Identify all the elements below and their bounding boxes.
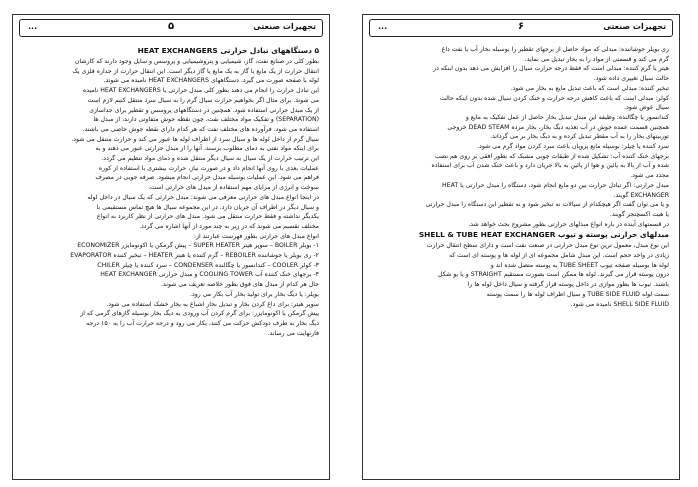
section-title: ۵ دستگاههای تبادل حرارتی HEAT EXCHANGERS: [137, 46, 319, 55]
text-line: و سیال دیگر در اطراف آن جریان دارد. در این مجموعه سیال ها هیچ تماس مستقیمی با: [96, 203, 319, 211]
text-line: مبدل حرارتی: اگر تبادل حرارت بین دو مایع انجام شود، دستگاه را مبدل حرارتی یا HEAT: [442, 181, 669, 189]
header-right-text: تجهیزات صنعتی: [253, 22, 316, 31]
text-line: برجهای خنک کننده آب: تشکیل شده از طبقات چوبی مشبک که بطور افقی بر روی هم نصب: [434, 152, 669, 160]
text-line: پیش گرمکن یا اکونومایزر: برای گرم کردن آب ورودی به دیگ بخار بوسیله گازهای گرمی که از: [80, 310, 319, 318]
text-line: سیال گرم از داخل لوله ها و سیال سرد از اطراف لوله ها عبور می کند و حرارت منتقل می شود.: [71, 135, 319, 143]
text-line: ۳- کولر COOLER – کندانسور یا چگالنده CONDENSER – سرد کننده یا چیلر CHILER: [97, 261, 319, 269]
text-line: شده و آب از بالا به پائین و هوا از پائین به بالا جریان دارد و باعث خنک شدن آب برای استفاده: [431, 162, 669, 170]
text-line: (SEPARATION) و تفکیک مواد مختلف نفت، چون نقطه جوش متفاوتی دارند، از مبدل ها: [93, 116, 319, 124]
text-line: باشند. تیوب ها بطور موازی در داخل پوسته قرار گرفته و سیال داخل لوله ها را: [467, 281, 669, 289]
text-line: بویلر: یا دیگ بخار برای تولید بخار آب بکار می رود.: [189, 290, 319, 298]
page-body: [23, 45, 319, 473]
page-header: [19, 19, 323, 37]
text-line: هیتر یا گرم کننده: مبدلی است که فقط درجه حرارت سیال را افزایش می دهد بدون اینکه در: [433, 65, 669, 73]
left-page: [12, 14, 330, 480]
text-line: انواع مبدل های حرارتی بطور فهرست عبارتند از:: [193, 232, 319, 240]
page-number: ۵: [167, 21, 175, 32]
text-line: مختلف تقسیم می شوند که در زیر به چند مورد از آنها اشاره می گردد.: [139, 222, 319, 230]
text-line: توربینهای بخار را به آب مقطر تبدیل کرده و به دیگ بخار بر می گرداند.: [490, 133, 669, 141]
text-line: عملیات بعدی با روی آنها انجام داد و در صورت نیاز، حرارت بیشتری با استفاده از کوره: [98, 164, 319, 172]
text-line: سوخت و انرژی از مزایای مهم استفاده از مبدل های حرارتی است.: [148, 184, 319, 192]
page-header: [369, 19, 673, 37]
text-line: یا هیت اکسچنجر گویند.: [609, 210, 669, 218]
right-page: [362, 14, 680, 480]
text-line: زیادی در واحد حجم است. این مبدل شامل مجموعه ای از لوله ها و پوسته ای است که: [448, 252, 669, 260]
text-line: انتقال حرارت از یک مایع یا گاز به یک مایع یا گاز دیگر است. این انتقال حرارت از جداره فلزی یک: [72, 67, 319, 75]
text-line: و یا می توان گفت اگر هیچکدام از سیالات نه تبخیر شود و نه تقطیر این دستگاه را مبدل حرارتی: [425, 201, 669, 209]
text-line: در اینجا انواع مبدل های حرارتی معرفی می شوند: مبدل حرارتی که یک سیال در داخل لوله: [87, 193, 319, 201]
text-line: ۲- ری بویلر یا جوشاننده REBOILER – گرم کننده یا هیتر HEATER – تبخیر کننده EVAPORATOR: [70, 252, 319, 260]
text-line: سیال عوض شود.: [624, 104, 669, 112]
text-line: دیگ بخار به طرف دودکش حرکت می کنند، بکار می رود و درجه حرارت آب را به ۱۵۰ درجه: [86, 319, 319, 327]
text-line: ۱- بویلر BOILER – سوپر هیتر SUPER HEATER – پیش گرمکن یا اکونومایزر ECONOMIZER: [77, 242, 319, 250]
text-line: فراهم می شود. این عملیات بوسیله مبدل حرارتی انجام میشود. صرفه جویی در مصرف: [95, 174, 319, 182]
text-line: SHELL SIDE FLUID نامیده می شود.: [570, 300, 669, 308]
text-line: مجدد می شود.: [630, 172, 669, 180]
text-line: حال هر کدام از مبدل های فوق بطور خلاصه تعریف می شوند.: [161, 281, 319, 289]
text-line: این تبادل حرارت را انجام می دهند بطور کلی مبدل حرارتی یا HEAT EXCHANGERS نامیده: [83, 87, 319, 95]
text-line: سرد کننده یا چیلر: بوسیله مایع پروپان باعث سرد کردن مواد گرم می شود.: [477, 143, 669, 151]
text-line: ۴- برجهای خنک کننده آب COOLING TOWER و مبدل حرارتی HEAT EXCHANGER: [100, 271, 319, 279]
text-line: تبخیر کننده: مبدلی است که باعث تبدیل مایع به بخار می شود.: [510, 84, 669, 92]
header-left-text: ...: [378, 22, 388, 31]
text-line: EXCHANGER گویند.: [613, 191, 669, 199]
text-line: سمت لوله TUBE SIDE FLUID و سیال اطراف لوله ها را سمت پوسته: [486, 290, 669, 298]
text-line: همچنین قسمت عمده جوش در آب تغذیه دیگ بخار، بخار مرده DEAD STEAM خروجی: [447, 123, 669, 131]
text-line: این ترتیب حرارت از یک سیال به سیال دیگر منتقل شده و دمای مواد تنظیم می گردد.: [101, 155, 319, 163]
text-line: ری بویلر جوشاننده: مبدلی که مواد حاصل از برجهای تقطیر را بوسیله بخار آب یا نفت داغ: [441, 46, 669, 53]
text-line: حالت سیال تغییری داده شود.: [593, 75, 669, 83]
text-line: این نوع مبدل، معمول ترین نوع مبدل حرارتی در صنعت نفت است و دارای سطح انتقال حرارت: [426, 242, 669, 250]
text-line: سوپر هیتر: برای داغ کردن بخار و تبدیل بخار اشباع به بخار خشک استفاده می شود.: [106, 300, 319, 308]
page-body: [373, 45, 669, 473]
text-line: مبدلهای حرارتی پوسته و تیوب SHELL & TUBE HEAT EXCHANGER: [418, 230, 669, 240]
page-number: ۶: [517, 21, 525, 32]
text-line: یکدیگر نداشته و فقط حرارت منتقل می شود. مبدل های حرارتی از نظر کاربرد به انواع: [96, 213, 319, 221]
header-left-text: ...: [28, 22, 38, 31]
text-line: از یک مبدل حرارتی استفاده شود. همچنین در دستگاههای پروسس و تقطیر برای جداسازی: [89, 106, 319, 114]
text-line: بطور کلی در صنایع نفت، گاز، شیمیایی و پتروشیمیایی و پروسس و سایل وجود دارند که کارشان: [74, 58, 319, 65]
text-line: کولر: مبدلی است که باعث کاهش درجه حرارت و خنک کردن سیال شده بدون اینکه حالت: [440, 94, 669, 102]
text-line: لوله یا صفحه صورت می گیرد. دستگاههای HEAT EXCHANGERS نامیده می شوند.: [103, 77, 319, 85]
text-line: می شوند. برای مثال اگر بخواهیم حرارت سیال گرم را به سیال سرد منتقل کنیم لازم است: [87, 96, 319, 104]
text-line: در قسمتهای آینده در باره انواع مبدلهای حرارتی بطور مشروح بحث خواهد شد.: [468, 220, 669, 228]
text-line: درون پوسته قرار می گیرند. لوله ها ممکن است بصورت مستقیم STRAIGHT و یا یو شکل: [438, 271, 669, 279]
text-line: لوله ها بوسیله صفحه تیوب TUBE SHEET به پوسته متصل شده اند و: [490, 261, 669, 269]
header-right-text: تجهیزات صنعتی: [603, 22, 666, 31]
text-line: فارنهایت می رساند.: [267, 329, 319, 337]
text-line: کندانسور یا چگالنده: وظیفه این مبدل تبدیل بخار حاصل از عمل تفکیک به مایع و: [465, 113, 669, 121]
text-line: استفاده می شود. فرآورده های مختلف نفت که هر کدام دارای نقطه جوش خاصی می باشند.: [82, 125, 319, 133]
text-line: برای اینکه مواد نفتی به دمای مطلوب برسند، آنها را از مبدل حرارتی عبور می دهند و به: [95, 145, 319, 153]
text-line: گرم می کند و قسمتی از مواد را به بخار تبدیل می نماید.: [524, 55, 669, 63]
